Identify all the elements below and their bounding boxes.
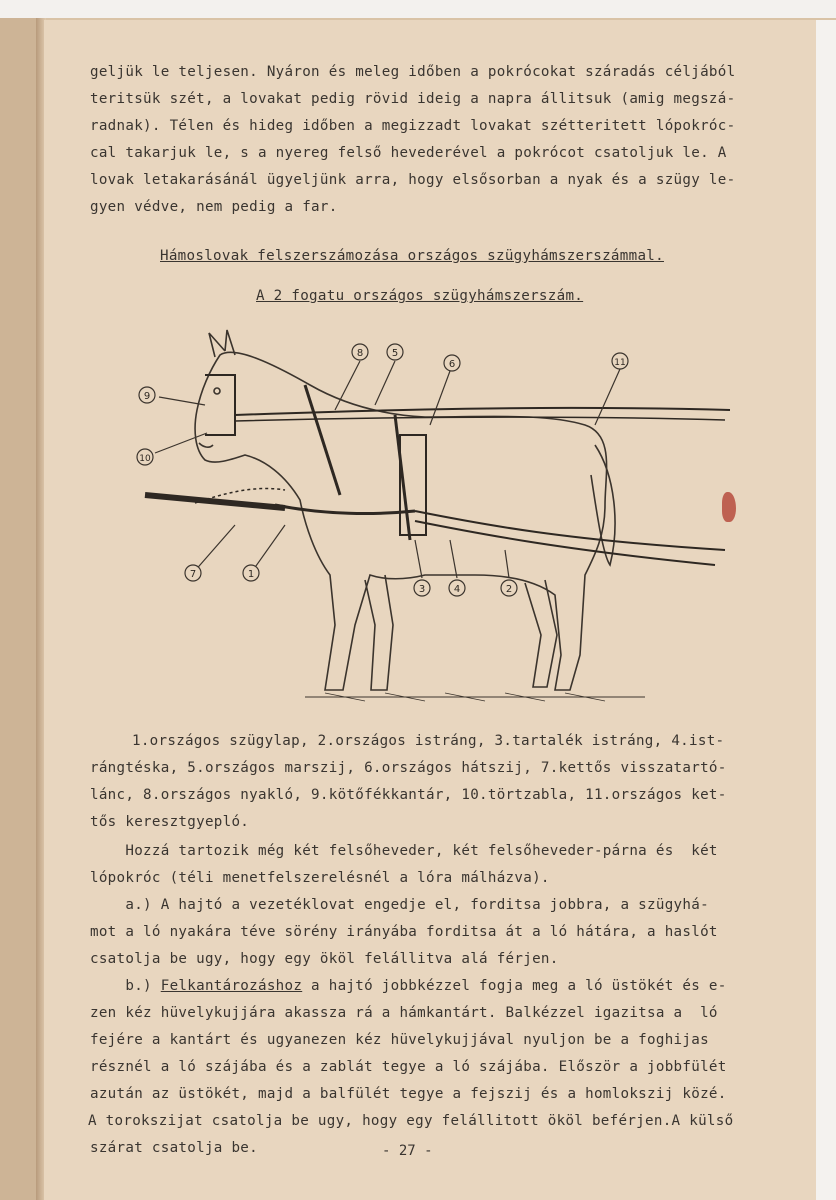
section-title: Hámoslovak felszerszámozása országos szügyhámszerszámmal. — [160, 248, 664, 264]
legend-line-2: rángtéska, 5.országos marszij, 6.országos hátszij, 7.kettős visszatartó- — [90, 760, 727, 776]
para-b-line-2: zen kéz hüvelykujjára akassza rá a hámkantárt. Balkézzel igazitsa a ló — [90, 1005, 718, 1021]
horse-harness-illustration — [125, 325, 745, 720]
para-b-rest: a hajtó jobbkézzel fogja meg a ló üstökét és e- — [302, 978, 727, 994]
para-b-line-7: szárat csatolja be. — [90, 1140, 258, 1156]
scan-background-right — [816, 20, 836, 1200]
callout-2: 2 — [505, 584, 513, 595]
figure-title: A 2 fogatu országos szügyhámszerszám. — [256, 288, 584, 304]
felkantarozas-term: Felkantározáshoz — [160, 978, 303, 994]
scan-background-top — [0, 0, 836, 18]
intro-line-2: teritsük szét, a lovakat pedig rövid ideig a napra állitsuk (amig megszá- — [90, 91, 736, 107]
page-number: - 27 - — [382, 1143, 433, 1159]
intro-line-3: radnak). Télen és hideg időben a megizzadt lovakat szétteritett lópokróc- — [90, 118, 736, 134]
callout-5: 5 — [391, 348, 399, 359]
intro-line-5: lovak letakarásánál ügyeljünk arra, hogy elsősorban a nyak és a szügy le- — [90, 172, 736, 188]
callout-6: 6 — [448, 359, 456, 370]
intro-line-4: cal takarjuk le, s a nyereg felső hevederével a pokrócot csatoljuk le. A — [90, 145, 727, 161]
paragraph-line-1: Hozzá tartozik még két felsőheveder, két felsőheveder-párna és két — [90, 843, 718, 859]
intro-line-6: gyen védve, nem pedig a far. — [90, 199, 338, 215]
callout-4: 4 — [453, 584, 461, 595]
para-b-line-1 — [90, 978, 750, 994]
para-b-line-3: fejére a kantárt és ugyanezen kéz hüvelykujjával nyuljon be a foghijas — [90, 1032, 709, 1048]
paragraph-line-5: csatolja be ugy, hogy egy ököl felállitva alá férjen. — [90, 951, 559, 967]
callout-8: 8 — [356, 348, 364, 359]
left-page-edge — [0, 18, 40, 1200]
callout-10: 10 — [139, 454, 151, 464]
para-b-line-4: résznél a ló szájába és a zablát tegye a ló szájába. Először a jobbfülét — [90, 1059, 727, 1075]
callout-3: 3 — [418, 584, 426, 595]
para-b-line-6: A torokszijat csatolja be ugy, hogy egy felállitott ököl beférjen.A külső — [88, 1113, 734, 1129]
callout-7: 7 — [189, 569, 197, 580]
paragraph-line-3: a.) A hajtó a vezetéklovat engedje el, forditsa jobbra, a szügyhá- — [90, 897, 709, 913]
paragraph-line-4: mot a ló nyakára téve sörény irányába forditsa át a ló hátára, a haslót — [90, 924, 718, 940]
para-b-line-5: azután az üstökét, majd a balfülét tegye a fejszij és a homlokszij közé. — [90, 1086, 727, 1102]
callout-1: 1 — [247, 569, 255, 580]
legend-line-3: lánc, 8.országos nyakló, 9.kötőfékkantár, 10.törtzabla, 11.országos ket- — [90, 787, 727, 803]
horse-drawing — [195, 330, 645, 701]
legend-line-4: tős keresztgyepló. — [90, 814, 250, 830]
legend-line-1: 1.országos szügylap, 2.országos istráng, 3.tartalék istráng, 4.ist- — [132, 733, 725, 749]
paragraph-line-2: lópokróc (téli menetfelszerelésnél a lóra málházva). — [90, 870, 550, 886]
callout-11: 11 — [614, 358, 626, 368]
callout-9: 9 — [143, 391, 151, 402]
para-b-prefix: b.) — [90, 978, 161, 994]
red-ink-mark — [722, 492, 736, 522]
intro-line-1: geljük le teljesen. Nyáron és meleg időben a pokrócokat száradás céljából — [90, 64, 736, 80]
